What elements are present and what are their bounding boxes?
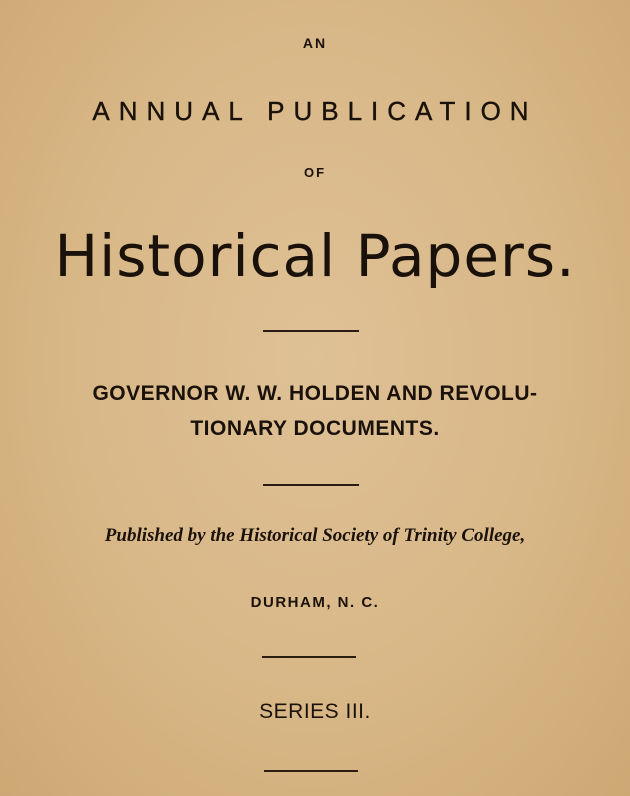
of-label: OF: [303, 165, 327, 180]
series-label: SERIES III.: [259, 700, 371, 723]
page-title: Historical Papers.: [54, 222, 576, 290]
divider-3: [262, 656, 356, 658]
annual-publication-heading: ANNUAL PUBLICATION: [92, 96, 538, 126]
place-line: DURHAM, N. C.: [250, 594, 380, 611]
divider-1: [263, 330, 359, 332]
subject-line-2: TIONARY DOCUMENTS.: [190, 417, 440, 440]
divider-4: [264, 770, 358, 772]
subject-line-1: GOVERNOR W. W. HOLDEN AND REVOLU-: [92, 382, 538, 405]
divider-2: [263, 484, 359, 486]
subject-heading: [0, 376, 630, 446]
publisher-line: Published by the Historical Society of Trinity College,: [104, 525, 526, 546]
an-label: AN: [302, 35, 328, 51]
